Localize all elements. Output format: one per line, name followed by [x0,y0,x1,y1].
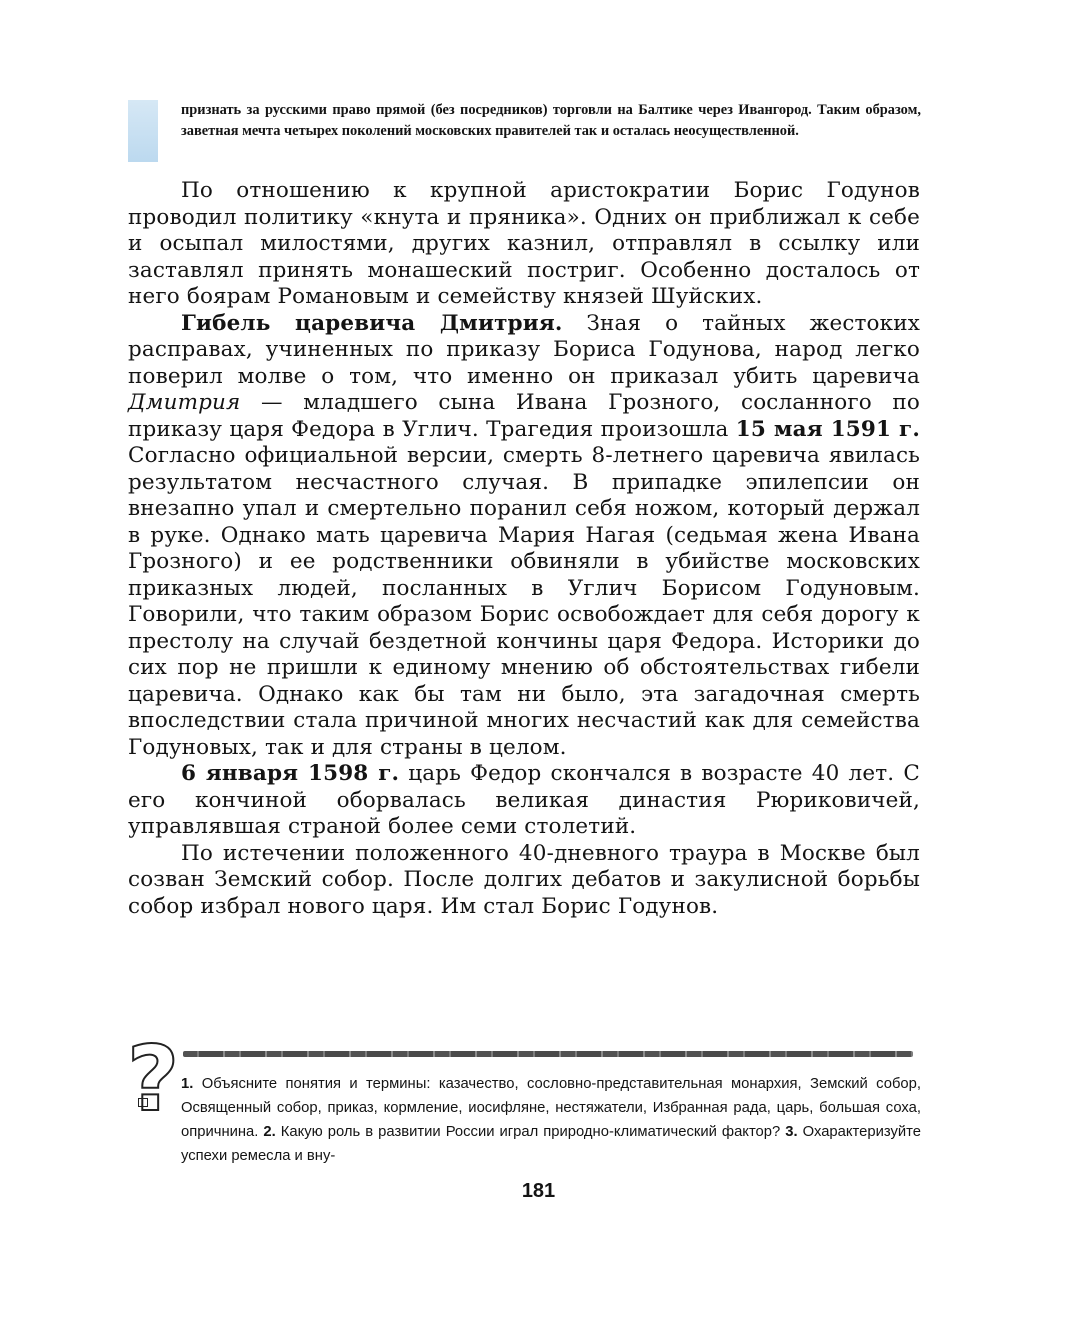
paragraph-dmitry-part-a: Зная о тайных жестоких расправах, учиненных по приказу Бориса Годунова, народ легко поверил молве о том, что именно он приказал убить царевича [128,310,920,389]
name-dmitry: Дмитрия [128,390,241,415]
question-3-text: Охарактеризуйте успехи ремесла и вну- [181,1124,921,1164]
question-3-number: 3. [785,1124,798,1140]
page-number: 181 [521,1180,556,1202]
date-1591: 15 мая 1591 г. [735,416,920,442]
paragraph-aristocracy: По отношению к крупной аристократии Борис Годунов проводил политику «кнута и пряника». Одних он приближал к себе и осыпал милостями, других казнил, отправлял в ссылку или заставлял принять монашеский постриг. Особенно досталось от него боярам Романовым и семейству князей Шуйских. [128,178,920,309]
question-1-text: Объясните понятия и термины: казачество, сословно-представительная монархия, Земский собор, Освященный собор, приказ, кормление, иосифляне, нестяжатели, Избранная рада, царь, большая соха, опричнина. [181,1076,921,1140]
section-heading-dmitry: Гибель царевича Дмитрия. [181,310,563,336]
note-accent-bar [128,100,158,162]
questions-divider [183,1051,913,1057]
sidebar-note: признать за русскими право прямой (без посредников) торговли на Балтике через Ивангород. Таким образом, заветная мечта четырех поколений московских правителей так и осталась неосуществленной. [181,102,921,139]
question-2-text: Какую роль в развитии России играл природно-климатический фактор? [275,1124,786,1140]
paragraph-fedor-death-text: царь Федор скончался в возрасте 40 лет. С его кончиной оборвалась великая династия Рюриковичей, управлявшая страной более семи столетий. [128,761,920,839]
date-1598: 6 января 1598 г. [181,761,400,786]
paragraph-dmitry [128,311,920,762]
main-text [128,178,920,920]
question-mark-icon: ? [127,1027,180,1132]
review-questions [181,1072,921,1168]
paragraph-dmitry-part-b: — младшего сына Ивана Грозного, сосланного по приказу царя Федора в Углич. Трагедия произошла [128,390,920,442]
paragraph-zemsky-sobor: По истечении положенного 40-дневного траура в Москве был созван Земский собор. После долгих дебатов и закулисной борьбы собор избрал нового царя. Им стал Борис Годунов. [128,840,920,919]
paragraph-fedor-death [128,761,920,841]
square-bullet-icon [138,1098,148,1107]
paragraph-dmitry-part-c: Согласно официальной версии, смерть 8-летнего царевича явилась результатом несчастного случая. В припадке эпилепсии он внезапно упал и смертельно поранил себя ножом, который держал в руке. Однако мать царевича Мария Нагая (седьмая жена Ивана Грозного) и ее родственники обвиняли в убийстве московских приказных людей, посланных в Углич Борисом Годуновым. Говорили, что таким образом Борис освобождает для себя дорогу к престолу на случай бездетной кончины царя Федора. Историки до сих пор не пришли к единому мнению об обстоятельствах гибели царевича. Однако как бы там ни было, эта загадочная смерть впоследствии стала причиной многих несчастий как для семейства Годуновых, так и для страны в целом. [128,443,920,760]
question-1-number: 1. [181,1076,194,1092]
question-2-number: 2. [263,1124,276,1140]
